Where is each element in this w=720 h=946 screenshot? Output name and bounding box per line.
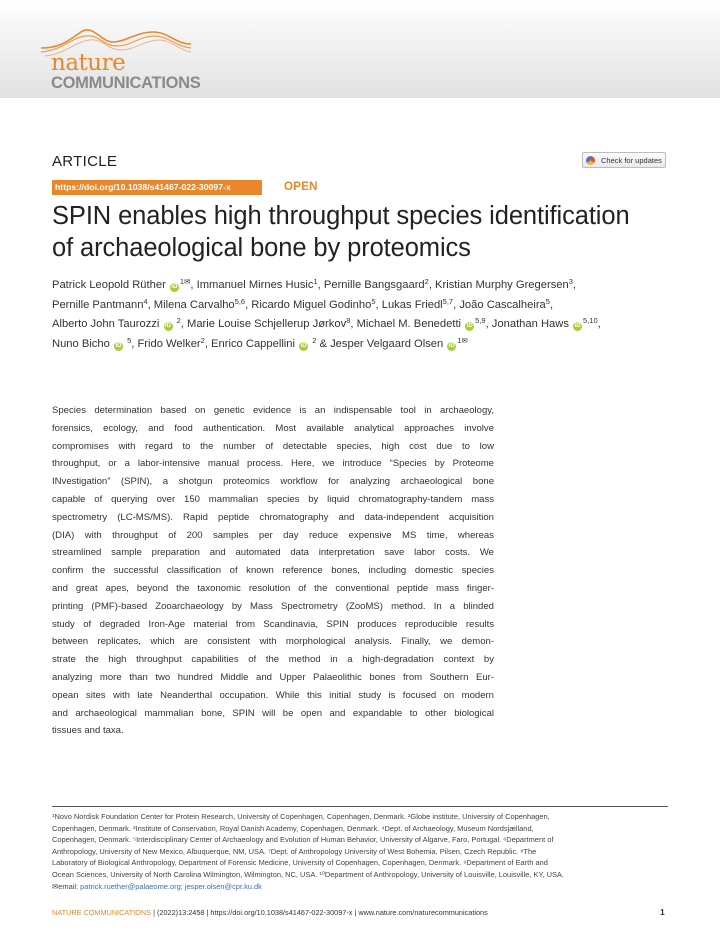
affiliation-sup: 5,9 (475, 316, 486, 325)
affiliation-line: Anthropology, University of New Mexico, Albuquerque, NM, USA. ⁷Dept. of Anthropology University of West Bohemia, Pilsen, Czech Republic. ⁸The (52, 846, 537, 856)
affiliation-sup: 3 (568, 277, 573, 286)
affiliation-line: Laboratory of Biological Anthropology, Department of Forensic Medicine, University of Copenhagen, Copenhagen, Denmark. ⁹Department of Earth and (52, 858, 548, 868)
author-list (52, 276, 677, 354)
article-type-label: ARTICLE (52, 153, 118, 170)
author-name[interactable]: , Marie Louise Schjellerup Jørkov (180, 318, 347, 330)
author-separator: , (572, 279, 577, 291)
author-name[interactable]: , Frido Welker (131, 337, 201, 350)
orcid-icon[interactable]: iD (171, 284, 178, 290)
author-name[interactable]: , Lukas Friedl (375, 298, 443, 311)
abstract-line: throughput, or a labor-intensive manual process. Here, we introduce “Species by Proteome (52, 458, 494, 470)
email-prefix: ✉email: (52, 881, 81, 891)
affiliation-line: ¹Novo Nordisk Foundation Center for Protein Research, University of Copenhagen, Copenhagen, Denmark. ²Globe institute, University of Copenhagen, (52, 812, 550, 821)
author-name[interactable]: & Jesper Velgaard Olsen (316, 337, 444, 350)
journal-banner (0, 0, 720, 98)
affiliation-sup: 8 (346, 316, 351, 325)
check-for-updates-button[interactable] (582, 152, 666, 168)
abstract (52, 402, 494, 740)
author-name[interactable]: , Pernille Bangsgaard (317, 279, 425, 291)
abstract-line: capable of querying over 150 mammalian species by liquid chromatography-tandem mass (52, 493, 494, 505)
article-title (52, 200, 692, 264)
crossmark-icon (586, 156, 595, 165)
orcid-icon[interactable]: iD (300, 342, 307, 349)
affiliation-sup: 5,7 (442, 296, 454, 306)
email-line (52, 881, 672, 893)
affiliation-sup: 2 (200, 335, 205, 345)
author-name[interactable]: , João Cascalheira (453, 298, 546, 311)
orcid-icon[interactable]: iD (466, 323, 473, 329)
abstract-line: (DIA) with throughput of 200 samples per day reduce expensive MS time, whereas (52, 529, 494, 541)
email-links[interactable]: patrick.ruether@palaeome.org; jesper.olsen@cpr.ku.dk (80, 881, 262, 891)
affiliation-line: Ocean Sciences, University of North Carolina Wilmington, Wilmington, NC, USA. ¹⁰Department of Anthropology, University of Louisville, Louisville, KY, USA. (52, 869, 564, 879)
affiliation-sup: 2 (312, 335, 317, 345)
abstract-line: Species determination based on genetic evidence is an indispensable tool in archaeology, (52, 405, 494, 416)
abstract-line: study of degraded Iron-Age material from Scandinavia, SPIN produces reproducible results (52, 618, 494, 630)
author-name[interactable]: , Jonathan Haws (485, 318, 569, 330)
abstract-line: and archaeological mammalian bone, SPIN will be open and expandable to other biological (52, 707, 494, 719)
abstract-line: compromises with regard to the number of detectable species, high cost due to low (52, 440, 494, 452)
affiliation-sup: 5 (127, 335, 132, 345)
author-name[interactable]: , Michael M. Benedetti (350, 318, 462, 330)
footer-journal-name: NATURE COMMUNICATIONS (52, 908, 152, 917)
doi-link[interactable]: https://doi.org/10.1038/s41467-022-30097-x (52, 180, 262, 195)
orcid-icon[interactable]: iD (165, 323, 171, 329)
orcid-icon[interactable]: iD (574, 323, 581, 329)
affiliation-line: Copenhagen, Denmark. ⁵Interdisciplinary Center of Archaeology and Evolution of Human Behavior, University of Algarve, Faro, Portugal. ⁶Department of (52, 835, 554, 845)
affiliation-sup: 2 (424, 277, 429, 286)
abstract-line: between replicates, which are consistent with morphological analysis. Finally, we demon- (52, 636, 494, 648)
affiliation-sup: 1✉ (179, 277, 191, 286)
author-name[interactable]: , Milena Carvalho (147, 298, 235, 311)
author-name[interactable]: Patrick Leopold Rüther (52, 279, 166, 291)
author-name[interactable]: , Immanuel Mirnes Husic (190, 279, 314, 291)
author-separator: , (549, 298, 554, 311)
footer-citation[interactable]: | (2022)13:2458 | https://doi.org/10.1038/s41467-022-30097-x | www.nature.com/naturecommunications (151, 908, 488, 917)
author-name[interactable]: , Kristian Murphy Gregersen (428, 279, 569, 291)
abstract-line: confirm the successful classification of known reference bones, including domestic species (52, 565, 494, 577)
author-name[interactable]: Nuno Bicho (52, 337, 110, 350)
logo-nature-text: nature (51, 50, 126, 76)
affiliation-sup: 5 (545, 296, 550, 306)
author-line (52, 276, 677, 296)
affiliation-line: Copenhagen, Denmark. ³Institute of Conservation, Royal Danish Academy, Copenhagen, Denmark. ⁴Dept. of Archaeology, Museum Nordsjælland, (52, 823, 534, 833)
affiliations (52, 811, 672, 892)
page-footer (52, 908, 668, 917)
author-name[interactable]: Alberto John Taurozzi (52, 318, 160, 330)
open-access-badge: OPEN (284, 181, 318, 193)
abstract-line: spectrometry (LC-MS/MS). Rapid peptide chromatography and data-independent acquisition (52, 511, 494, 523)
abstract-line: streamlined sample preparation and automated data interpretation save labor costs. We (52, 547, 494, 559)
affiliation-sup: 1 (313, 277, 318, 286)
logo-communications-text: COMMUNICATIONS (51, 74, 201, 92)
check-for-updates-label: Check for updates (601, 156, 662, 165)
title-line: of archaeological bone by proteomics (52, 234, 471, 262)
affiliation-sup: 5,10 (583, 316, 598, 325)
abstract-line: forensics, ecology, and food authentication. Most available analytical approaches involve (52, 422, 494, 434)
page-number: 1 (660, 907, 665, 917)
author-separator: , (597, 318, 601, 330)
abstract-line: strate the high throughput capabilities of the method in a high-degradation context by (52, 654, 494, 666)
abstract-line: printing (PMF)-based Zooarchaeology by Mass Spectrometry (ZooMS) method. In a blinded (52, 600, 494, 612)
author-line (52, 315, 677, 335)
author-name[interactable]: Pernille Pantmann (52, 298, 144, 311)
author-line (52, 335, 677, 355)
affiliation-sup: 5,6 (234, 296, 246, 306)
orcid-icon[interactable]: iD (448, 342, 455, 349)
author-name[interactable]: , Ricardo Miguel Godinho (245, 298, 372, 311)
title-line: SPIN enables high throughput species identification (52, 202, 630, 230)
affiliation-sup: 1✉ (457, 335, 468, 345)
abstract-line: opean sites with late Neanderthal occupation. While this initial study is focused on modern (52, 689, 494, 701)
affiliation-sup: 2 (176, 316, 181, 325)
journal-logo[interactable] (41, 26, 241, 96)
abstract-line: analyzing more than two hundred Middle and Upper Palaeolithic bones from Southern Eur- (52, 671, 494, 683)
author-name[interactable]: , Enrico Cappellini (204, 337, 295, 350)
abstract-line: and great apes, beyond the taxonomic resolution of the conventional peptide mass finger- (52, 582, 494, 594)
abstract-line: INvestigation” (SPIN), a shotgun proteomics workflow for analyzing archaeological bone (52, 476, 494, 488)
footnote-divider (52, 806, 668, 807)
affiliation-sup: 5 (371, 296, 376, 306)
affiliation-sup: 4 (143, 296, 148, 306)
orcid-icon[interactable]: iD (115, 342, 122, 349)
author-line (52, 296, 677, 316)
abstract-line: tissues and taxa. (52, 725, 124, 737)
